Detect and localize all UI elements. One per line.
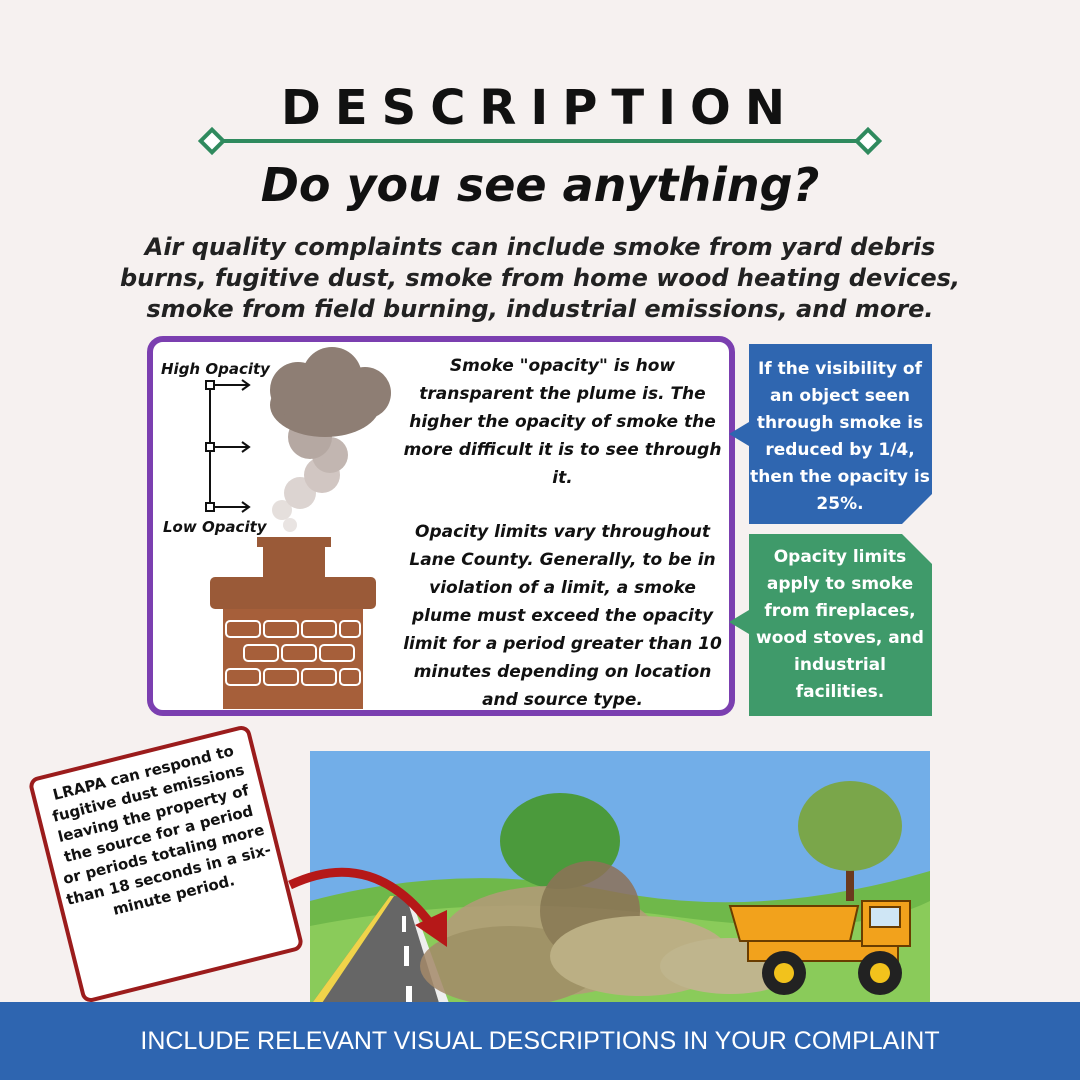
subtitle: Do you see anything? [260,158,820,212]
footer-text: INCLUDE RELEVANT VISUAL DESCRIPTIONS IN YOUR COMPLAINT [140,1027,940,1055]
high-opacity-label: High Opacity [161,360,270,378]
page-title: DESCRIPTION [280,80,799,136]
visibility-callout-text: If the visibility of an object seen through smoke is reduced by 1/4, then the opacity is 25%. [750,359,930,514]
low-opacity-label: Low Opacity [163,518,267,536]
intro-text: Air quality complaints can include smoke from yard debris burns, fugitive dust, smoke from home wood heating devices, smoke from field burning, industrial emissions, and more. [119,233,960,323]
opacity-sources-callout-text: Opacity limits apply to smoke from fireplaces, wood stoves, and industrial facilities. [756,547,924,702]
chimney-smoke-illustration [160,345,400,715]
title-divider [198,126,882,156]
dust-note-text: LRAPA can respond to fugitive dust emissions leaving the property of the source for a period or periods totaling more than 18 seconds in a six-minute period. [50,741,273,919]
chimney-icon [210,537,376,709]
opacity-scale-icon [206,380,249,512]
opacity-limits-text: Opacity limits vary throughout Lane County. Generally, to be in violation of a limit, a smoke plume must exceed the opacity limit for a period greater than 10 minutes depending on location and source type. [403,522,722,710]
curved-arrow-icon [285,855,465,950]
smoke-plume-icon [270,347,391,532]
opacity-definition-text: Smoke "opacity" is how transparent the plume is. The higher the opacity of smoke the more difficult it is to see through it. [403,356,722,488]
